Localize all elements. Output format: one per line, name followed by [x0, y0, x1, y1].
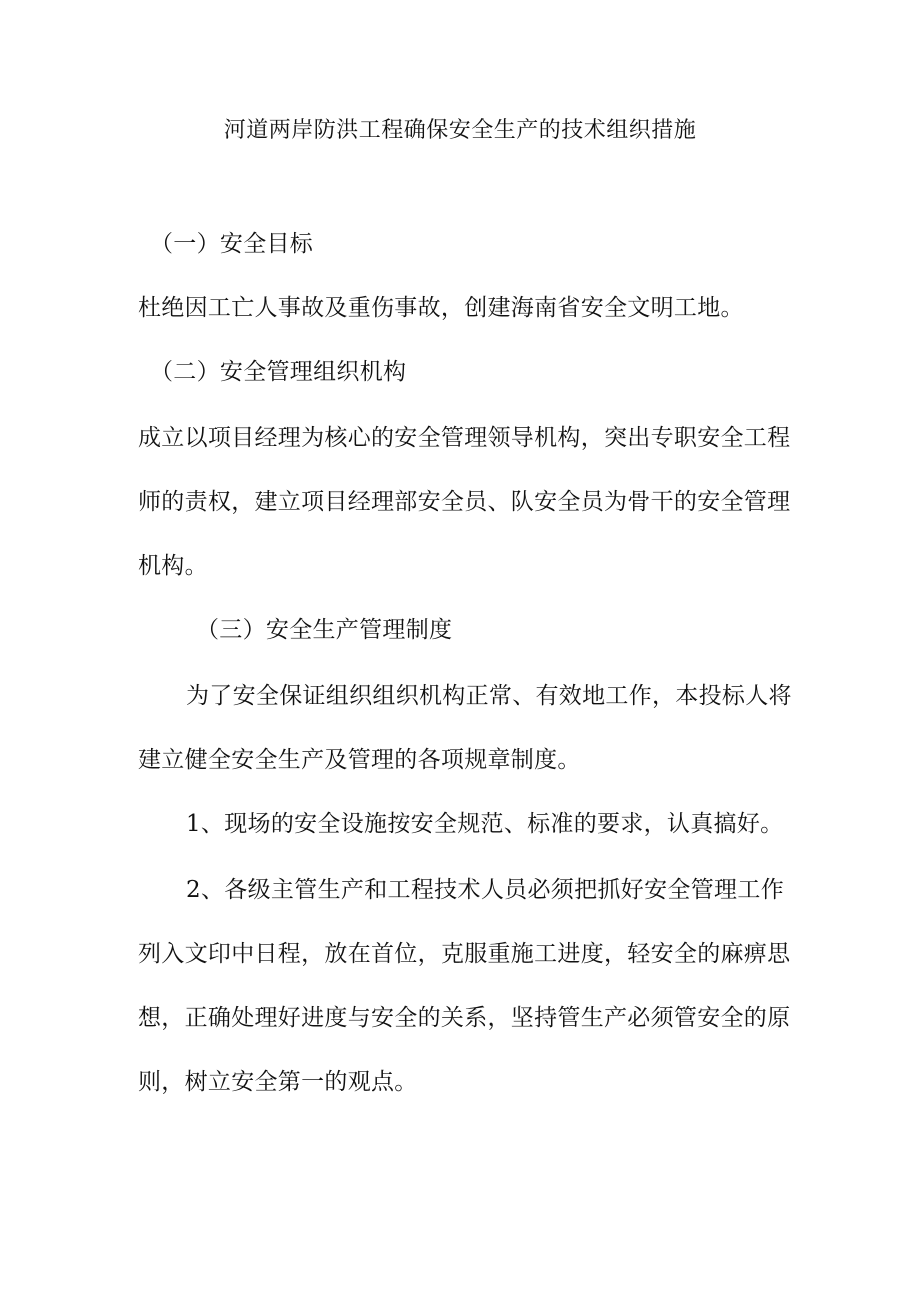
paragraph-line: 建立健全安全生产及管理的各项规章制度。: [138, 747, 581, 773]
list-item-2-line: 列入文印中日程，放在首位，克服重施工进度，轻安全的麻痹思: [138, 941, 791, 967]
list-item-2-line: 则，树立安全第一的观点。: [138, 1069, 418, 1095]
paragraph-line: 为了安全保证组织组织机构正常、有效地工作，本投标人将: [186, 683, 792, 709]
section-heading-safety-goal: （一）安全目标: [150, 231, 314, 257]
paragraph-line: 机构。: [138, 553, 208, 579]
section-heading-safety-management-system: （三）安全生产管理制度: [196, 617, 453, 643]
list-item-1: 1、现场的安全设施按安全规范、标准的要求，认真搞好。: [186, 811, 784, 837]
paragraph-line: 成立以项目经理为核心的安全管理领导机构，突出专职安全工程: [138, 425, 791, 451]
document-title: 河道两岸防洪工程确保安全生产的技术组织措施: [223, 118, 697, 143]
list-item-2-line: 想，正确处理好进度与安全的关系，坚持管生产必须管安全的原: [138, 1005, 791, 1031]
paragraph-line: 杜绝因工亡人事故及重伤事故，创建海南省安全文明工地。: [138, 295, 744, 321]
list-item-2-line: 2、各级主管生产和工程技术人员必须把抓好安全管理工作: [186, 877, 784, 903]
section-heading-safety-organization: （二）安全管理组织机构: [150, 359, 407, 385]
paragraph-line: 师的责权，建立项目经理部安全员、队安全员为骨干的安全管理: [138, 489, 791, 515]
